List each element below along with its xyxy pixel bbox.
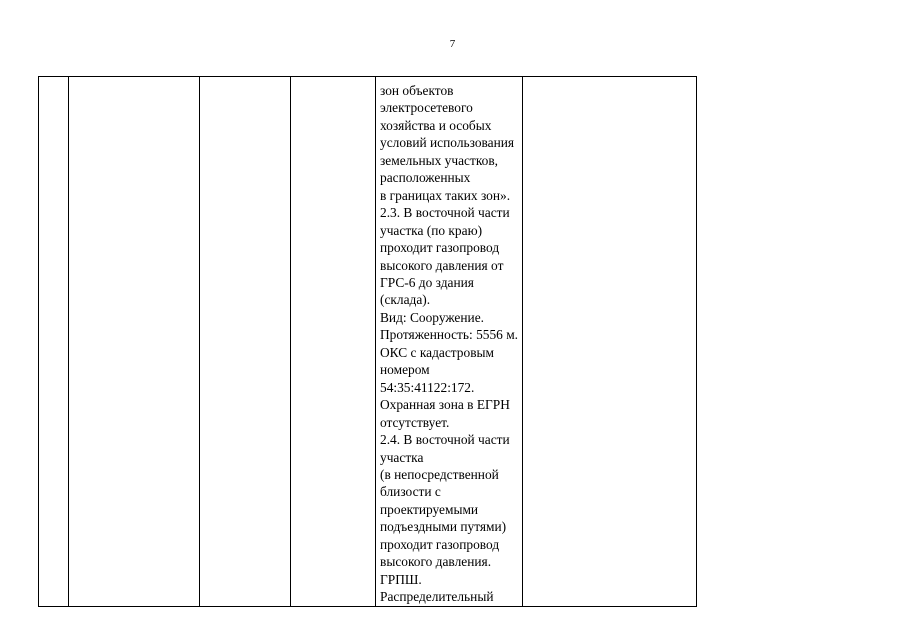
description-line: 2.3. В восточной части — [380, 205, 510, 221]
description-line: 2.4. В восточной части — [380, 432, 510, 448]
description-line: зон объектов — [380, 83, 454, 98]
description-text — [376, 77, 522, 606]
description-line: (склада). — [380, 292, 431, 308]
table-cell-number — [39, 77, 69, 607]
table-cell-col-4 — [291, 77, 376, 607]
description-line: Распределительный — [380, 589, 494, 605]
description-line: Вид: Сооружение. — [380, 309, 484, 325]
description-line: Протяженность: 5556 м. — [380, 327, 519, 343]
description-line: участка (по краю) — [380, 222, 483, 238]
description-line: хозяйства и особых — [380, 117, 492, 133]
table-cell-description — [376, 77, 523, 607]
description-line: расположенных — [380, 170, 471, 186]
description-line: электросетевого — [380, 100, 473, 116]
description-line: условий использования — [380, 135, 515, 151]
description-line: проходит газопровод — [380, 240, 500, 256]
description-line: ГРС-6 до здания — [380, 274, 474, 290]
table-row — [39, 77, 697, 607]
description-line: высокого давления от — [380, 257, 504, 273]
description-line: 54:35:41122:172. — [380, 379, 475, 395]
description-line: проходит газопровод — [380, 536, 500, 552]
table-cell-col-3 — [200, 77, 291, 607]
table-cell-col-2 — [69, 77, 200, 607]
description-line: земельных участков, — [380, 152, 499, 168]
description-line: ОКС с кадастровым — [380, 344, 494, 360]
description-line: номером — [380, 362, 430, 378]
description-line: проектируемыми — [380, 501, 479, 517]
description-line: ГРПШ. — [380, 571, 422, 587]
description-line: (в непосредственной — [380, 466, 499, 482]
description-line: участка — [380, 449, 424, 465]
description-line: отсутствует. — [380, 414, 450, 430]
document-table — [38, 76, 697, 607]
description-line: близости с — [380, 484, 441, 500]
description-line: подъездными путями) — [380, 519, 507, 535]
description-line: Охранная зона в ЕГРН — [380, 397, 510, 413]
description-line: в границах таких зон». — [380, 187, 511, 203]
description-line: высокого давления. — [380, 554, 492, 570]
page-number: 7 — [449, 38, 456, 50]
table-cell-col-6 — [523, 77, 697, 607]
